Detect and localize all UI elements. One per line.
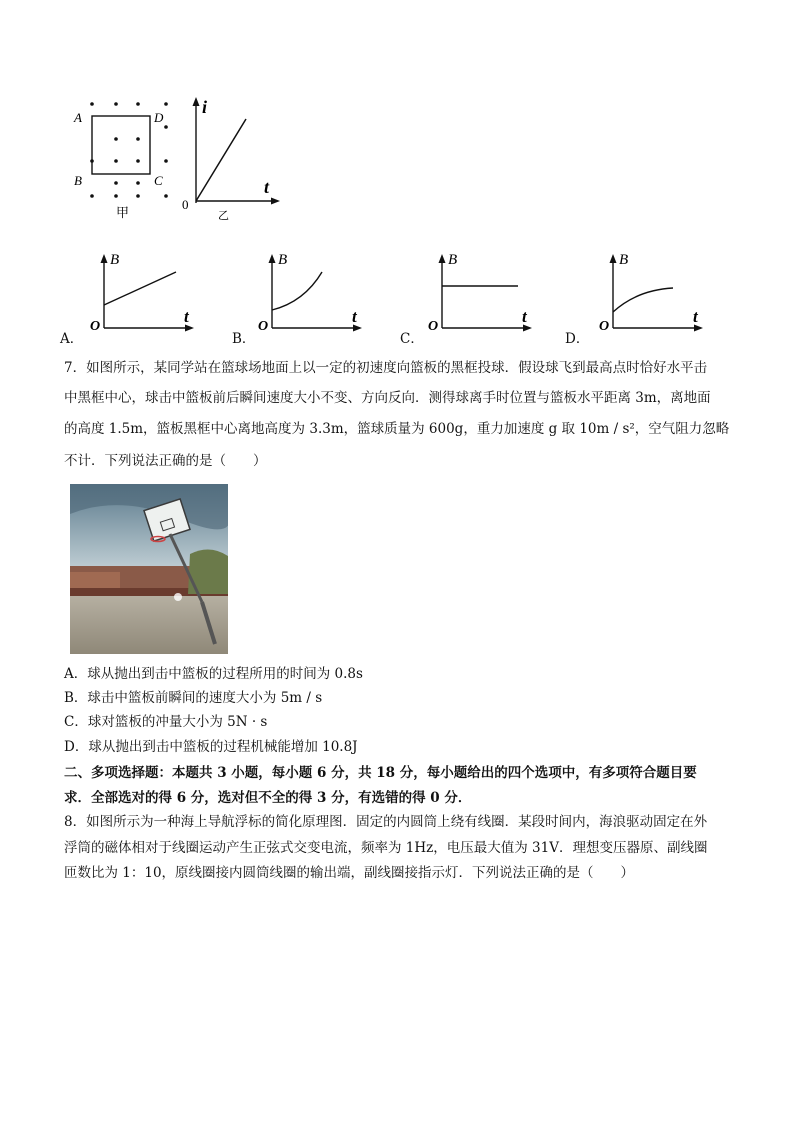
q7-line-1: 7．如图所示，某同学站在篮球场地面上以一定的初速度向篮板的黑框投球．假设球飞到最高点时恰好水平击 (64, 360, 708, 376)
y-axis-label: i (202, 97, 208, 117)
figure-yi (176, 95, 286, 225)
figure-jia (70, 95, 180, 225)
square-loop (92, 116, 150, 174)
option-c-origin: O (428, 319, 439, 334)
q7-option-b[interactable]: B．球击中篮板前瞬间的速度大小为 5m / s (64, 690, 323, 706)
option-b-y-label: B (278, 252, 288, 268)
corner-b-label: B (74, 173, 82, 188)
figure-jia-caption: 甲 (116, 205, 130, 220)
q7-option-d[interactable]: D．球从抛出到击中篮板的过程机械能增加 10.8J (64, 739, 358, 755)
x-axis-arrow (271, 198, 280, 205)
option-b-curve (272, 272, 322, 310)
option-a-y-label: B (110, 252, 120, 268)
q7-option-c[interactable]: C．球对篮板的冲量大小为 5N · s (64, 714, 268, 730)
q7-line-2: 中黑框中心，球击中篮板前后瞬间速度大小不变、方向反向．测得球离手时位置与篮板水平距离 3m，离地面 (64, 390, 711, 406)
option-graphs-row (60, 250, 740, 350)
option-a-x-label: t (184, 307, 189, 326)
option-c-letter: C． (400, 331, 424, 347)
option-c-y-label: B (448, 252, 458, 268)
option-d-y-label: B (619, 252, 629, 268)
option-a-graph (88, 250, 220, 340)
option-b-origin: O (258, 319, 269, 334)
option-b[interactable] (232, 250, 392, 350)
q7-line-4: 不计．下列说法正确的是（ ） (64, 453, 267, 469)
option-c[interactable] (400, 250, 560, 350)
figure-yi-caption: 乙 (218, 210, 229, 222)
option-a-letter: A． (60, 331, 84, 347)
origin-label: 0 (182, 197, 189, 212)
q7-line-3: 的高度 1.5m，篮板黑框中心离地高度为 3.3m，篮球质量为 600g，重力加速度 g 取 10m / s²，空气阻力忽略 (64, 421, 730, 437)
basketball-hoop-photo (70, 484, 228, 654)
section2-heading-line-1: 二、多项选择题：本题共 3 小题，每小题 6 分，共 18 分，每小题给出的四个选项中，有多项符合题目要 (64, 765, 697, 781)
q8-line-2: 浮筒的磁体相对于线圈运动产生正弦式交变电流，频率为 1Hz，电压最大值为 31V．理想变压器原、副线圈 (64, 840, 708, 856)
option-b-letter: B． (232, 331, 256, 347)
corner-c-label: C (154, 173, 163, 188)
q8-line-1: 8．如图所示为一种海上导航浮标的简化原理图．固定的内圆筒上绕有线圈．某段时间内，海浪驱动固定在外 (64, 814, 708, 830)
option-a[interactable] (60, 250, 220, 350)
option-d[interactable] (565, 250, 735, 350)
corner-a-label: A (74, 110, 82, 125)
q8-line-3: 匝数比为 1：10，原线圈接内圆筒线圈的输出端，副线圈接指示灯．下列说法正确的是（ ） (64, 865, 635, 881)
option-a-curve (104, 272, 176, 305)
corner-d-label: D (154, 110, 164, 125)
y-axis-arrow (193, 97, 200, 106)
option-b-graph (256, 250, 388, 340)
q7-option-a[interactable]: A．球从抛出到击中篮板的过程所用的时间为 0.8s (64, 666, 363, 682)
x-axis-label: t (264, 177, 270, 197)
option-d-curve (613, 288, 673, 312)
option-a-origin: O (90, 319, 101, 334)
option-d-graph (597, 250, 729, 340)
current-line (196, 119, 246, 201)
section2-heading-line-2: 求．全部选对的得 6 分，选对但不全的得 3 分，有选错的得 0 分． (64, 790, 472, 806)
option-b-x-label: t (352, 307, 357, 326)
option-c-x-label: t (522, 307, 527, 326)
option-d-origin: O (599, 319, 610, 334)
option-c-graph (426, 250, 558, 340)
option-d-letter: D． (565, 331, 590, 347)
option-d-x-label: t (693, 307, 698, 326)
